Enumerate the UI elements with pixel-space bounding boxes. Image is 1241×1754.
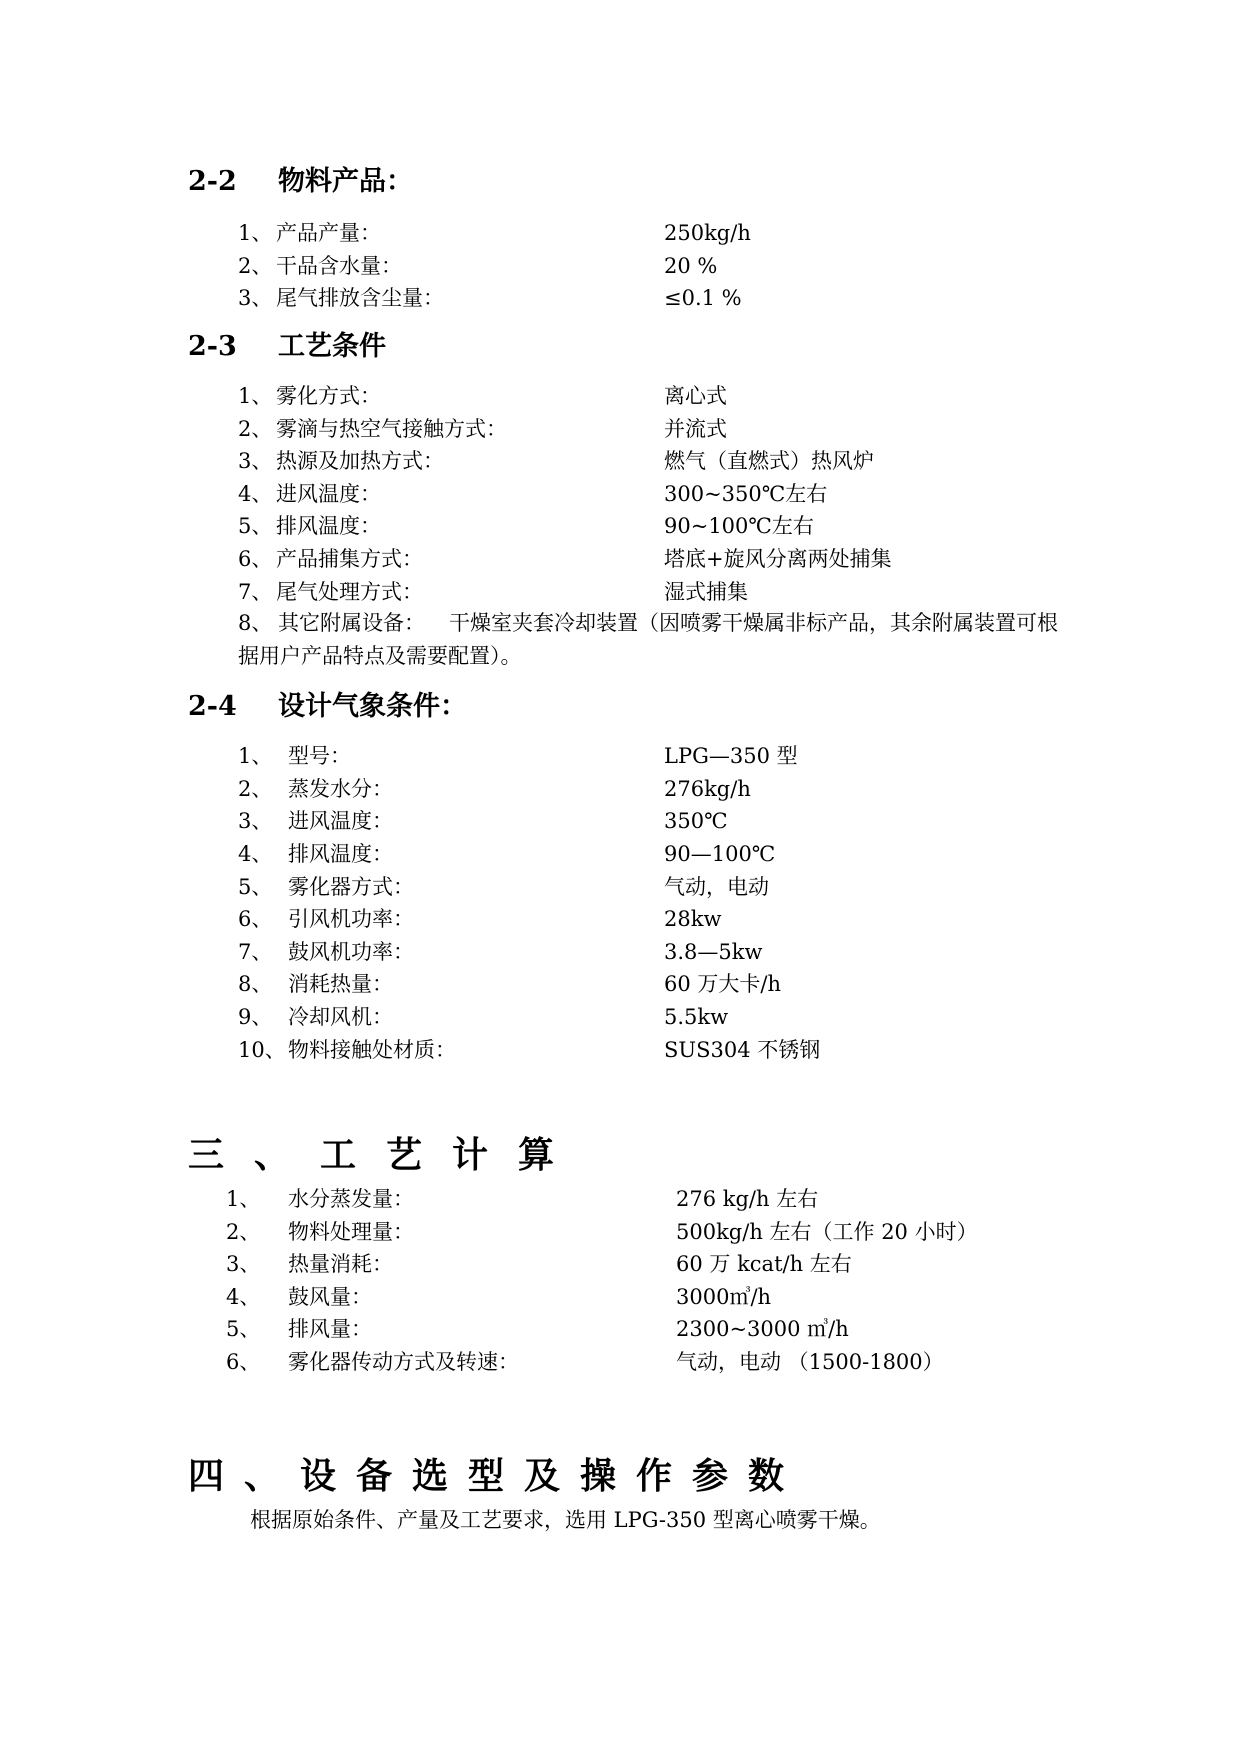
section-number: 2-3 xyxy=(188,331,237,362)
item-label: 雾化器方式： xyxy=(288,875,414,899)
item-label: 干品含水量： xyxy=(276,254,402,278)
item-label: 物料处理量： xyxy=(288,1220,414,1244)
item-label: 产品捕集方式： xyxy=(276,547,423,571)
item-value: 塔底+旋风分离两处捕集 xyxy=(664,547,892,571)
item-number: 4、 xyxy=(238,482,273,506)
item-value: 3.8—5kw xyxy=(664,940,763,964)
section-number: 2-2 xyxy=(188,166,237,197)
item-label: 型号： xyxy=(288,744,351,768)
item-value: 250kg/h xyxy=(664,221,751,245)
item-value: 300~350℃左右 xyxy=(664,482,828,506)
item-number: 10、 xyxy=(238,1038,286,1062)
section-title: 工艺条件 xyxy=(278,331,386,362)
item-number: 4、 xyxy=(226,1285,261,1309)
item-number: 2、 xyxy=(238,254,273,278)
item-value: 干燥室夹套冷却装置（因喷雾干燥属非标产品，其余附属装置可根据用户产品特点及需要配置）。 xyxy=(238,611,1058,668)
item-value: 湿式捕集 xyxy=(664,580,748,604)
list-item-wrapped xyxy=(238,607,1068,673)
section-2-2-heading xyxy=(188,165,413,199)
item-label: 物料接触处材质： xyxy=(288,1038,456,1062)
item-label: 消耗热量： xyxy=(288,972,393,996)
item-number: 3、 xyxy=(238,286,273,310)
item-value: 90~100℃左右 xyxy=(664,514,814,538)
section-4-paragraph: 根据原始条件、产量及工艺要求，选用 LPG-350 型离心喷雾干燥。 xyxy=(250,1508,881,1532)
item-label: 热量消耗： xyxy=(288,1252,393,1276)
item-label: 排风量： xyxy=(288,1317,372,1341)
section-number: 2-4 xyxy=(188,691,237,722)
item-number: 3、 xyxy=(226,1252,261,1276)
item-value: 500kg/h 左右（工作 20 小时） xyxy=(676,1220,978,1244)
item-value: 离心式 xyxy=(664,384,727,408)
item-number: 6、 xyxy=(226,1350,261,1374)
item-value: 气动，电动 xyxy=(664,875,769,899)
item-number: 5、 xyxy=(238,875,273,899)
item-label: 产品产量： xyxy=(276,221,381,245)
item-label: 其它附属设备： xyxy=(278,611,425,635)
item-number: 1、 xyxy=(238,384,273,408)
item-number: 3、 xyxy=(238,809,273,833)
item-number: 8、 xyxy=(238,972,273,996)
item-value: ≤0.1 % xyxy=(664,286,742,310)
item-number: 2、 xyxy=(238,417,273,441)
item-number: 9、 xyxy=(238,1005,273,1029)
item-label: 排风温度： xyxy=(276,514,381,538)
item-value: 燃气（直燃式）热风炉 xyxy=(664,449,874,473)
item-value: 276kg/h xyxy=(664,777,751,801)
item-value: 5.5kw xyxy=(664,1005,729,1029)
item-number: 1、 xyxy=(226,1187,261,1211)
item-value: 60 万 kcat/h 左右 xyxy=(676,1252,852,1276)
section-title: 物料产品： xyxy=(278,166,413,197)
item-value: SUS304 不锈钢 xyxy=(664,1038,821,1062)
section-4-heading: 四、设备选型及操作参数 xyxy=(188,1455,805,1497)
item-label: 尾气排放含尘量： xyxy=(276,286,444,310)
section-3-heading: 三、工艺计算 xyxy=(188,1134,585,1176)
item-label: 冷却风机： xyxy=(288,1005,393,1029)
item-label: 水分蒸发量： xyxy=(288,1187,414,1211)
item-label: 热源及加热方式： xyxy=(276,449,444,473)
item-value: 90—100℃ xyxy=(664,842,776,866)
item-label: 雾化器传动方式及转速： xyxy=(288,1350,519,1374)
item-label: 引风机功率： xyxy=(288,907,414,931)
section-2-3-heading xyxy=(188,330,386,364)
item-label: 蒸发水分： xyxy=(288,777,393,801)
item-value: 276 kg/h 左右 xyxy=(676,1187,819,1211)
item-value: 3000㎥/h xyxy=(676,1285,772,1309)
item-label: 鼓风机功率： xyxy=(288,940,414,964)
item-number: 4、 xyxy=(238,842,273,866)
item-value: 350℃ xyxy=(664,809,728,833)
item-number: 5、 xyxy=(226,1317,261,1341)
item-label: 雾化方式： xyxy=(276,384,381,408)
item-number: 6、 xyxy=(238,907,273,931)
item-label: 尾气处理方式： xyxy=(276,580,423,604)
item-value: 60 万大卡/h xyxy=(664,972,781,996)
item-number: 8、 xyxy=(238,611,273,635)
item-number: 2、 xyxy=(226,1220,261,1244)
item-number: 2、 xyxy=(238,777,273,801)
item-value: 2300~3000 ㎥/h xyxy=(676,1317,849,1341)
item-value: 20 % xyxy=(664,254,718,278)
item-number: 5、 xyxy=(238,514,273,538)
item-value: 并流式 xyxy=(664,417,727,441)
item-number: 1、 xyxy=(238,221,273,245)
item-number: 7、 xyxy=(238,940,273,964)
item-label: 雾滴与热空气接触方式： xyxy=(276,417,507,441)
section-title: 设计气象条件： xyxy=(278,691,467,722)
item-value: 气动，电动 （1500-1800） xyxy=(676,1350,944,1374)
item-number: 1、 xyxy=(238,744,273,768)
item-label: 进风温度： xyxy=(288,809,393,833)
item-value: LPG—350 型 xyxy=(664,744,798,768)
item-number: 7、 xyxy=(238,580,273,604)
item-label: 鼓风量： xyxy=(288,1285,372,1309)
item-value: 28kw xyxy=(664,907,722,931)
section-2-4-heading xyxy=(188,690,467,724)
item-number: 3、 xyxy=(238,449,273,473)
item-label: 排风温度： xyxy=(288,842,393,866)
item-label: 进风温度： xyxy=(276,482,381,506)
item-number: 6、 xyxy=(238,547,273,571)
